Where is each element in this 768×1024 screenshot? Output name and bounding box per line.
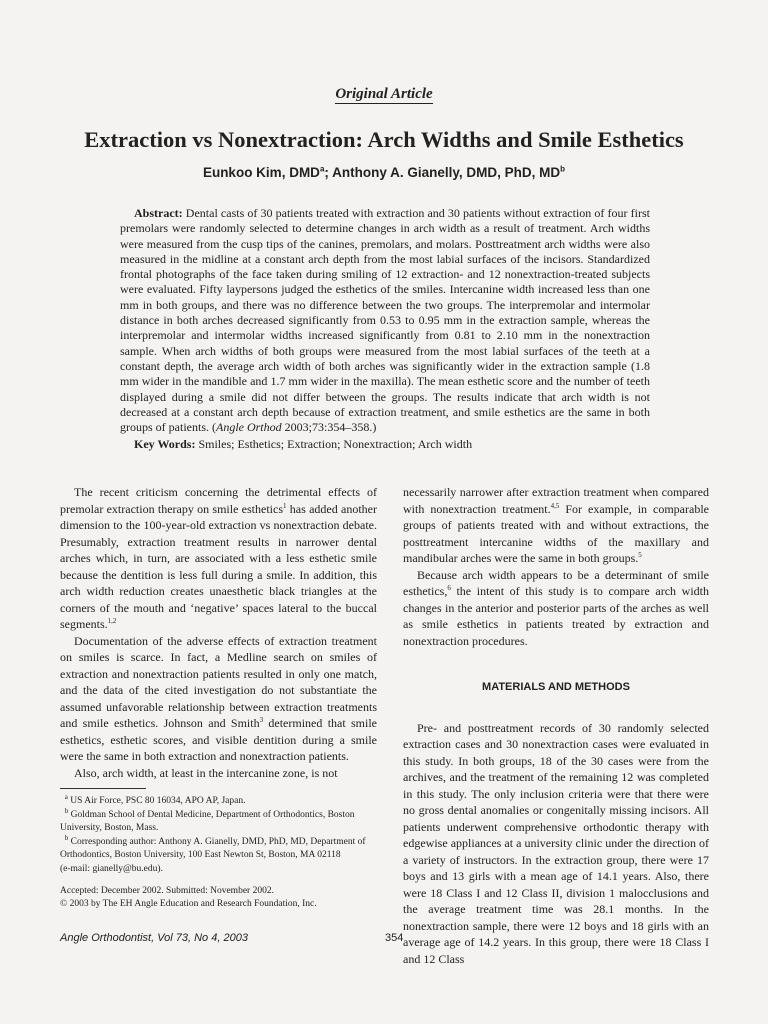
text-run: necessarily narrower after extraction treatment when compared with nonextraction treatment. — [403, 485, 709, 516]
text-run: has added another dimension to the 100-year-old extraction vs nonextraction debate. Presumably, extraction treatment results in narrower dental arches which, in turn, are associated with a less esthetic smile because the dentition is less full during a smile. In addition, this arch width reduction creates unaesthetic black triangles at the corners of the mouth and ‘negative’ spaces lateral to the buccal segments. — [60, 501, 377, 631]
article-title: Extraction vs Nonextraction: Arch Widths and Smile Esthetics — [84, 127, 684, 152]
abstract-label: Abstract: — [134, 206, 183, 220]
abstract-text: Dental casts of 30 patients treated with extraction and 30 patients without extraction of four first premolars were randomly selected to determine changes in arch width as a result of treatment. Arch widths were measured from the cusp tips of the canines, premolars, and molars. Posttreatment arch widths were also measured in the midline at a constant arch depth from the most labial surfaces of the incisors. Standardized frontal photographs of the face taken during smiling of 12 extraction- and 12 nonextraction-treated subjects were evaluated. Fifty laypersons judged the esthetics of the smiles. Intercanine width increased less than one mm in both groups, and there was no difference between the two groups. The interpremolar and intermolar distance in both arches decreased significantly from 0.53 to 0.95 mm in the extraction sample, whereas the interpremolar and intermolar widths increased significantly from 0.81 to 2.10 mm in the nonextraction sample. When arch widths of both groups were measured from the most labial surfaces of the teeth at a constant depth, the average arch width of both arches was significantly wider in the extraction sample (1.8 mm wider in the mandible and 1.7 mm wider in the maxilla). The mean esthetic score and the number of teeth displayed during a smile did not differ between the groups. The results indicate that arch width is not decreased at a constant arch depth because of extraction treatment, and smile esthetics are the same in both groups of patients. ( — [120, 206, 651, 435]
author-separator: ; — [324, 165, 333, 180]
footnote-mark: a — [64, 792, 68, 801]
footnote-mark: b — [64, 833, 69, 842]
keywords — [134, 437, 654, 452]
abstract-citation-journal: Angle Orthod — [215, 420, 282, 435]
text-run: Documentation of the adverse effects of extraction treatment on smiles is scarce. In fact, a Medline search on smiles of extraction and nonextraction patients resulted in only one match, and the data of the cited investigation do not substantiate the assumed unfavorable relationship between extraction treatments and smile esthetics. Johnson and Smith — [60, 633, 377, 730]
footnote-b — [60, 806, 377, 836]
accepted-date: Accepted: December 2002. Submitted: November 2002. — [60, 885, 274, 896]
text-run: Because arch width appears to be a determinant of smile esthetics, — [403, 567, 709, 598]
right-paragraph-3: Pre- and posttreatment records of 30 randomly selected extraction cases and 30 nonextraction cases were evaluated in this study. In both groups, 18 of the 30 cases were from the archives, and the treatment of the remaining 12 was completed in this study. The only inclusion criteria were that there were no gross dental anomalies or congenitally missing incisors. All patients underwent comprehensive orthodontic therapy with edgewise appliances at a university clinic under the direction of a variety of instructors. In the extraction group, there were 17 boys and 13 girls with a mean age of 14.1 years. Also, there were 18 Class I and 12 Class II, division 1 malocclusions and the average treatment time was 28.1 months. In the nonextraction sample, there were 12 boys and 18 girls with an average age of 14.2 years. In this group, there were 18 Class I and 12 Class — [403, 720, 709, 966]
author-2: Anthony A. Gianelly, DMD, PhD, MD — [332, 165, 561, 180]
author-1: Eunkoo Kim, DMD — [202, 165, 320, 180]
abstract — [120, 206, 650, 435]
footnote-text: Corresponding author: Anthony A. Gianelly, DMD, PhD, MD, Department of Orthodontics, Boston University, 100 East Newton St, Boston, MA 02118 — [60, 836, 366, 861]
copyright: © 2003 by The EH Angle Education and Research Foundation, Inc. — [60, 899, 317, 910]
left-paragraph-2 — [60, 633, 377, 765]
abstract-citation-rest: 2003;73:354–358.) — [281, 420, 377, 435]
text-run: the intent of this study is to compare arch width changes in the anterior and posterior parts of the arches as well as smile esthetics in patients treated by extraction and nonextraction procedures. — [403, 584, 709, 648]
footnote-mark: b — [64, 806, 69, 815]
reference-mark: 6 — [447, 584, 451, 592]
right-paragraph-2 — [403, 567, 709, 650]
left-paragraph-3: Also, arch width, at least in the intercanine zone, is not — [74, 765, 338, 780]
article-type-header — [0, 86, 768, 103]
keywords-label: Key Words: — [134, 437, 196, 451]
reference-mark: 3 — [259, 716, 264, 724]
reference-mark: 1 — [283, 501, 287, 510]
article-type-label: Original Article — [335, 86, 433, 102]
right-paragraph-1 — [403, 484, 709, 567]
section-heading: MATERIALS AND METHODS — [482, 681, 630, 693]
reference-mark: 4,5 — [550, 501, 560, 510]
reference-mark: 5 — [638, 551, 642, 559]
right-column — [403, 484, 709, 967]
footnote-corresponding — [60, 833, 377, 863]
keywords-text: Smiles; Esthetics; Extraction; Nonextraction; Arch width — [198, 437, 473, 451]
footnote-text: Goldman School of Dental Medicine, Department of Orthodontics, Boston University, Boston, Mass. — [60, 809, 355, 834]
author-2-affiliation-mark: b — [560, 164, 566, 174]
left-paragraph-1 — [60, 484, 377, 633]
page-number: 354 — [385, 932, 404, 944]
author-line — [0, 165, 768, 180]
footnote-text: US Air Force, PSC 80 16034, APO AP, Japan. — [67, 796, 246, 806]
left-column — [60, 484, 377, 781]
footnotes — [60, 792, 377, 912]
author-1-affiliation-mark: a — [319, 164, 325, 174]
footnote-a — [60, 792, 377, 809]
text-run: The recent criticism concerning the detrimental effects of premolar extraction therapy on smile esthetics — [60, 485, 377, 516]
footnote-email: (e-mail: gianelly@bu.edu). — [60, 863, 163, 874]
reference-mark: 1,2 — [107, 617, 117, 625]
footnote-divider — [60, 788, 146, 789]
text-run: For example, in comparable groups of patients treated with and without extractions, the posttreatment intercanine widths of the maxillary and mandibular arches were the same in both groups. — [403, 501, 709, 565]
text-run: determined that smile esthetics, esthetic scores, and visible dentition during a smile were the same in both extraction and nonextraction patients. — [60, 716, 377, 763]
journal-footer: Angle Orthodontist, Vol 73, No 4, 2003 — [60, 932, 248, 944]
